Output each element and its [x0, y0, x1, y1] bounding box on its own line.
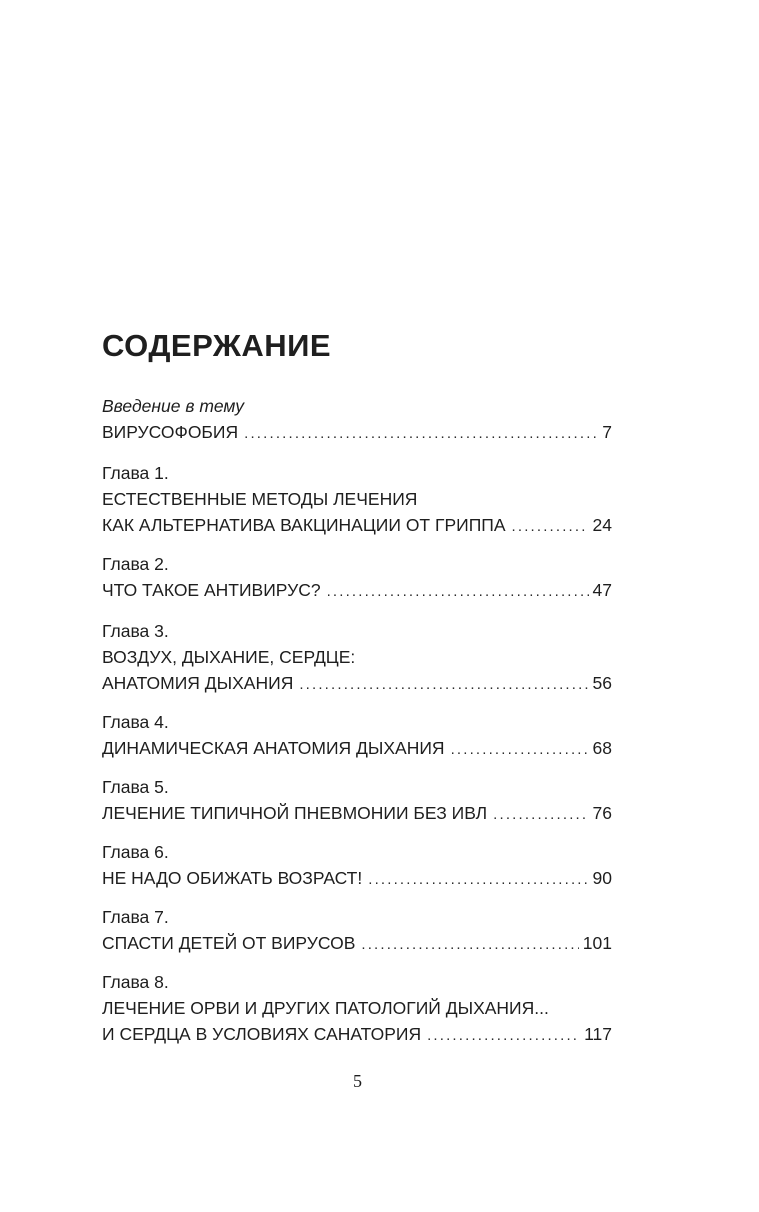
dot-leader	[368, 867, 588, 893]
toc-line[interactable]	[102, 735, 612, 761]
toc-line[interactable]	[102, 995, 612, 1021]
intro-label: Введение в тему	[102, 396, 244, 416]
entry-title: ВОЗДУХ, ДЫХАНИЕ, СЕРДЦЕ:	[102, 647, 356, 667]
toc-entry-chapter-6	[102, 839, 612, 891]
entry-page-number: 117	[584, 1024, 612, 1044]
entry-page-number: 76	[592, 803, 612, 823]
dot-leader	[327, 579, 589, 605]
dot-leader	[493, 802, 588, 828]
toc-entry-chapter-5	[102, 774, 612, 826]
toc-line[interactable]	[102, 930, 612, 956]
table-of-contents	[102, 393, 612, 1047]
toc-line[interactable]	[102, 512, 612, 538]
toc-line[interactable]	[102, 419, 612, 445]
chapter-label: Глава 7.	[102, 907, 169, 927]
entry-title: ВИРУСОФОБИЯ	[102, 422, 239, 442]
toc-line[interactable]	[102, 486, 612, 512]
entry-title: ЛЕЧЕНИЕ ОРВИ И ДРУГИХ ПАТОЛОГИЙ ДЫХАНИЯ...	[102, 998, 549, 1018]
entry-page-number: 101	[582, 933, 612, 953]
dot-leader	[427, 1023, 580, 1049]
entry-title: СПАСТИ ДЕТЕЙ ОТ ВИРУСОВ	[102, 933, 356, 953]
entry-title: КАК АЛЬТЕРНАТИВА ВАКЦИНАЦИИ ОТ ГРИППА	[102, 515, 506, 535]
dot-leader	[451, 737, 589, 763]
entry-title: ЧТО ТАКОЕ АНТИВИРУС?	[102, 580, 321, 600]
toc-entry-chapter-2	[102, 551, 612, 603]
toc-line[interactable]	[102, 577, 612, 603]
dot-leader	[361, 932, 578, 958]
chapter-label: Глава 8.	[102, 972, 169, 992]
dot-leader	[512, 514, 589, 540]
entry-page-number: 24	[592, 515, 612, 535]
chapter-label: Глава 3.	[102, 621, 169, 641]
chapter-label: Глава 4.	[102, 712, 169, 732]
toc-entry-chapter-7	[102, 904, 612, 956]
entry-page-number: 7	[602, 422, 612, 442]
toc-entry-chapter-8	[102, 969, 612, 1047]
toc-entry-chapter-4	[102, 709, 612, 761]
toc-line[interactable]	[102, 644, 612, 670]
entry-page-number: 68	[592, 738, 612, 758]
toc-entry-chapter-3	[102, 618, 612, 696]
entry-title: АНАТОМИЯ ДЫХАНИЯ	[102, 673, 294, 693]
dot-leader	[244, 421, 598, 447]
chapter-label: Глава 2.	[102, 554, 169, 574]
entry-title: ЕСТЕСТВЕННЫЕ МЕТОДЫ ЛЕЧЕНИЯ	[102, 489, 418, 509]
entry-title: ЛЕЧЕНИЕ ТИПИЧНОЙ ПНЕВМОНИИ БЕЗ ИВЛ	[102, 803, 488, 823]
toc-entry-chapter-1	[102, 460, 612, 538]
chapter-label: Глава 6.	[102, 842, 169, 862]
entry-title: ДИНАМИЧЕСКАЯ АНАТОМИЯ ДЫХАНИЯ	[102, 738, 445, 758]
entry-title: НЕ НАДО ОБИЖАТЬ ВОЗРАСТ!	[102, 868, 363, 888]
chapter-label: Глава 1.	[102, 463, 169, 483]
page-number: 5	[353, 1071, 362, 1091]
entry-page-number: 90	[592, 868, 612, 888]
dot-leader	[299, 672, 588, 698]
toc-line[interactable]	[102, 1021, 612, 1047]
entry-title: И СЕРДЦА В УСЛОВИЯХ САНАТОРИЯ	[102, 1024, 422, 1044]
entry-page-number: 47	[592, 580, 612, 600]
toc-line[interactable]	[102, 865, 612, 891]
page-title: СОДЕРЖАНИЕ	[102, 328, 332, 363]
toc-line[interactable]	[102, 670, 612, 696]
chapter-label: Глава 5.	[102, 777, 169, 797]
entry-page-number: 56	[592, 673, 612, 693]
toc-entry-intro	[102, 393, 612, 445]
toc-line[interactable]	[102, 800, 612, 826]
